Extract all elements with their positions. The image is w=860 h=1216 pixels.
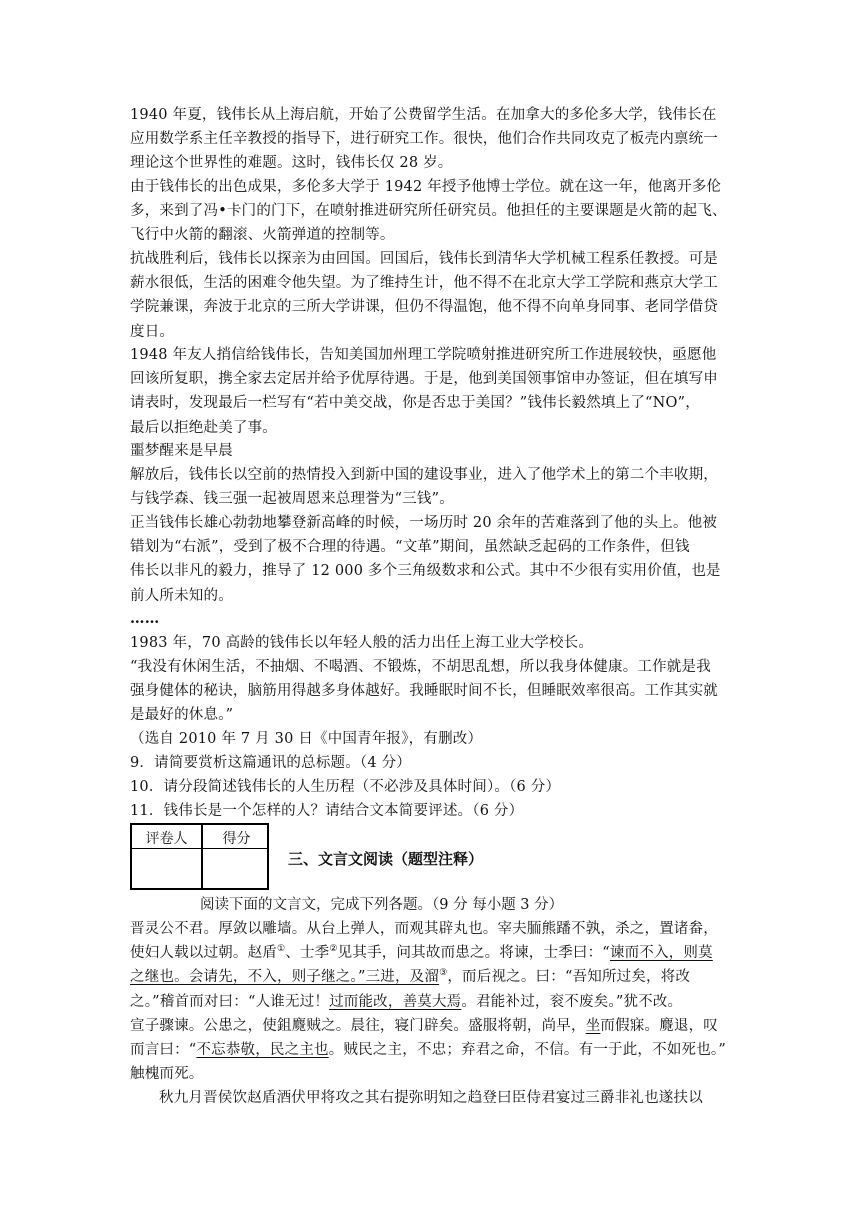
question-9: 9．请简要赏析这篇通讯的总标题。（4 分） — [130, 755, 412, 771]
ellipsis: …… — [130, 610, 160, 627]
score-box — [130, 823, 269, 890]
question-10: 10．请分段简述钱伟长的人生历程（不必涉及具体时间）。（6 分） — [130, 779, 561, 796]
underlined-phrase: 过而能改，善莫大焉 — [329, 993, 462, 1010]
underlined-phrase: 三进，及溜 — [365, 969, 440, 986]
question-11: 11．钱伟长是一个怎样的人？请结合文本简要评述。（6 分） — [130, 803, 524, 820]
score-label: 得分 — [222, 831, 251, 847]
classical-text: 晋灵公不君。厚敛以雕墙。从台上弹人，而观其辟丸也。宰夫胹熊蹯不孰，杀之，置诸畚， 使妇人载以过朝。赵盾①、士季②见其手，问其故而患之。将谏，士季曰：“谏而不入，则莫 之继也。会请先，不入，则子继之。”三进，及溜③，而后视之。曰：“吾知所过矣，将改 之。”稽首而对曰：“人谁无过！过而能改，善莫大焉。君能补过，衮不废矣。”犹不改。 宣子骤谏。公患之，使鉏麑贼之。晨往，寝门辟矣。盛服将朝，尚早，坐而假寐。麑退，叹 而言曰：“不忘恭敬，民之主也。贼民之主，不忠；弃君之命，不信。有一于此，不如死也。” 触槐而死。 秋九月晋侯饮赵盾酒伏甲将攻之其右提弥明知之趋登曰臣侍君宴过三爵非礼也遂扶以 — [130, 921, 726, 1107]
underlined-phrase: 之继也。会请先，不入，则子继之。” — [130, 969, 366, 986]
paragraph-7: 1983 年，70 高龄的钱伟长以年轻人般的活力出任上海工业大学校长。 — [130, 635, 594, 651]
paragraph-5: 解放后，钱伟长以空前的热情投入到新中国的建设事业，进入了他学术上的第二个丰收期， 与钱学森、钱三强一起被周恩来总理誉为“三钱”。 — [130, 467, 718, 508]
instruction: 阅读下面的文言文，完成下列各题。（9 分 每小题 3 分） — [200, 897, 564, 913]
paragraph-3: 抗战胜利后，钱伟长以探亲为由回国。回国后，钱伟长到清华大学机械工程系任教授。可是 薪水很低，生活的困难令他失望。为了维持生计，他不得不在北京大学工学院和燕京大学工 学院兼课，奔波于北京的三所大学讲课，但仍不得温饱，他不得不向单身同事、老同学借贷 度日。 — [130, 251, 718, 340]
questions — [130, 751, 730, 824]
paragraph-4: 1948 年友人捎信给钱伟长，告知美国加州理工学院喷射推进研究所工作进展较快，亟愿他 回该所复职，携全家去定居并给予优厚待遇。于是，他到美国领事馆申办签证，但在填写申 请表时，发现最后一栏写有“若中美交战，你是否忠于美国？”钱伟长毅然填上了“NO”， 最后以拒绝赴美了事。 — [130, 347, 718, 436]
quote-paragraph: “我没有休闲生活，不抽烟、不喝酒、不锻炼，不胡思乱想，所以我身体健康。工作就是我 强身健体的秘诀，脑筋用得越多身体越好。我睡眠时间不长，但睡眠效率很高。工作其实就 是最好的休息。” — [130, 659, 718, 724]
subheading: 噩梦醒来是早晨 — [130, 443, 233, 459]
paragraph-1: 1940 年夏，钱伟长从上海启航，开始了公费留学生活。在加拿大的多伦多大学，钱伟长在 应用数学系主任辛教授的指导下，进行研究工作。很快，他们合作共同攻克了板壳内禀统一 理论这个世界性的难题。这时，钱伟长仅 28 岁。 — [130, 107, 718, 172]
section-title: 三、文言文阅读（题型注释） — [288, 850, 484, 868]
underlined-word: 坐 — [585, 1017, 601, 1034]
underlined-phrase: 不忘恭敬，民之主也 — [196, 1042, 329, 1059]
source-note: （选自 2010 年 7 月 30 日《中国青年报》，有删改） — [130, 731, 483, 747]
underlined-phrase: 谏而不入，则莫 — [609, 945, 713, 962]
paragraph-2: 由于钱伟长的出色成果，多伦多大学于 1942 年授予他博士学位。就在这一年，他离开多伦 多，来到了冯•卡门的门下，在喷射推进研究所任研究员。他担任的主要课题是火箭的起飞、 飞行中火箭的翻滚、火箭弹道的控制等。 — [130, 179, 727, 244]
grader-label: 评卷人 — [145, 831, 188, 847]
paragraph-6: 正当钱伟长雄心勃勃地攀登新高峰的时候，一场历时 20 余年的苦难落到了他的头上。他被 错划为“右派”，受到了极不合理的待遇。“文革”期间，虽然缺乏起码的工作条件，但钱 伟长以非凡的毅力，推导了 12 000 多个三角级数求和公式。其中不少很有实用价值，也是 前人所未知的。 — [130, 515, 721, 604]
